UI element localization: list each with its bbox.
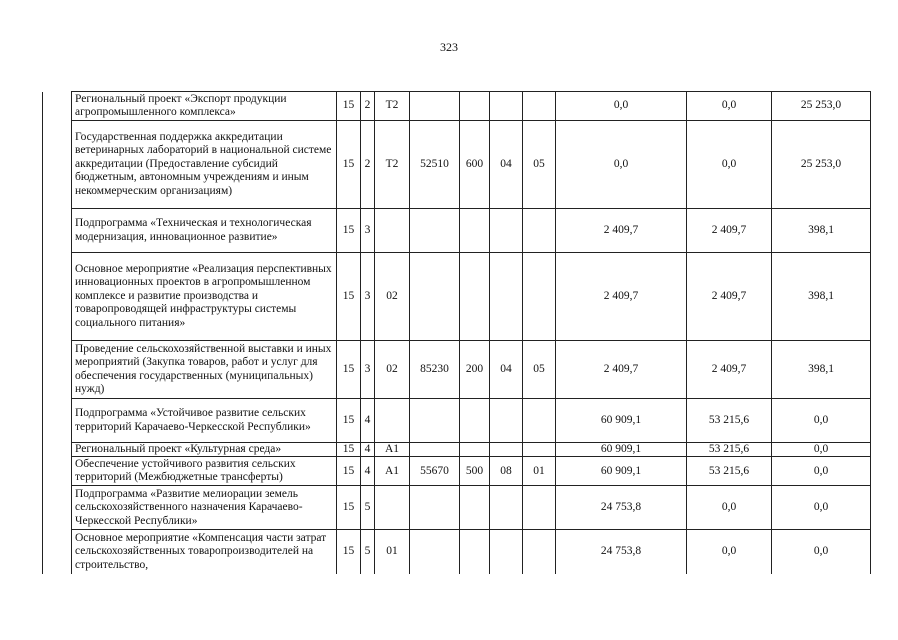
ministry-code: 15 [337, 209, 361, 253]
subsection-code: 05 [523, 121, 556, 209]
row-name: Подпрограмма «Устойчивое развитие сельских территорий Карачаево-Черкесской Республики» [72, 399, 337, 443]
amount-year-3: 398,1 [772, 209, 871, 253]
row-name: Региональный проект «Экспорт продукции агропромышленного комплекса» [72, 92, 337, 121]
table-row [43, 209, 871, 253]
amount-year-3: 0,0 [772, 457, 871, 486]
direction-code: 85230 [410, 341, 460, 399]
table-row [43, 121, 871, 209]
row-name: Основное мероприятие «Компенсация части затрат сельскохозяйственных товаропроизводителей на строительство, [72, 530, 337, 574]
subsection-code: 01 [523, 457, 556, 486]
amount-year-2: 0,0 [687, 486, 772, 530]
expense-type-code [460, 530, 490, 574]
row-marker-cell [43, 92, 72, 121]
row-name: Основное мероприятие «Реализация перспективных инновационных проектов в агропромышленном комплексе и развитие производства и товаропроводящей инфраструктуры системы социального питания» [72, 253, 337, 341]
amount-year-3: 398,1 [772, 253, 871, 341]
row-marker-cell [43, 253, 72, 341]
direction-code [410, 399, 460, 443]
amount-year-1: 2 409,7 [556, 253, 687, 341]
subsection-code [523, 92, 556, 121]
expense-type-code [460, 92, 490, 121]
table-row [43, 341, 871, 399]
amount-year-1: 60 909,1 [556, 399, 687, 443]
ministry-code: 15 [337, 443, 361, 457]
subprogram-code: 3 [361, 341, 375, 399]
row-name: Обеспечение устойчивого развития сельских территорий (Межбюджетные трансферты) [72, 457, 337, 486]
subprogram-code: 2 [361, 92, 375, 121]
ministry-code: 15 [337, 399, 361, 443]
expense-type-code: 200 [460, 341, 490, 399]
subprogram-code: 4 [361, 399, 375, 443]
direction-code [410, 443, 460, 457]
row-name: Региональный проект «Культурная среда» [72, 443, 337, 457]
event-code: 01 [375, 530, 410, 574]
table-row [43, 92, 871, 121]
amount-year-2: 53 215,6 [687, 443, 772, 457]
section-code: 04 [490, 121, 523, 209]
row-name: Подпрограмма «Техническая и технологическая модернизация, инновационное развитие» [72, 209, 337, 253]
subprogram-code: 5 [361, 530, 375, 574]
event-code: А1 [375, 457, 410, 486]
amount-year-1: 60 909,1 [556, 457, 687, 486]
direction-code [410, 92, 460, 121]
event-code: А1 [375, 443, 410, 457]
amount-year-3: 25 253,0 [772, 92, 871, 121]
section-code [490, 486, 523, 530]
row-marker-cell [43, 341, 72, 399]
section-code: 04 [490, 341, 523, 399]
amount-year-1: 60 909,1 [556, 443, 687, 457]
direction-code [410, 486, 460, 530]
expense-type-code [460, 443, 490, 457]
row-name: Проведение сельскохозяйственной выставки и иных мероприятий (Закупка товаров, работ и услуг для обеспечения государственных (муниципальных) нужд) [72, 341, 337, 399]
expense-type-code: 600 [460, 121, 490, 209]
table-row [43, 486, 871, 530]
table-row [43, 253, 871, 341]
event-code [375, 209, 410, 253]
table-row [43, 530, 871, 574]
subsection-code [523, 443, 556, 457]
subprogram-code: 5 [361, 486, 375, 530]
row-marker-cell [43, 121, 72, 209]
ministry-code: 15 [337, 121, 361, 209]
row-marker-cell [43, 443, 72, 457]
amount-year-3: 0,0 [772, 443, 871, 457]
section-code: 08 [490, 457, 523, 486]
amount-year-2: 0,0 [687, 92, 772, 121]
event-code: Т2 [375, 92, 410, 121]
row-name: Государственная поддержка аккредитации ветеринарных лабораторий в национальной системе аккредитации (Предоставление субсидий бюджетным, автономным учреждениям и иным некоммерческим организациям) [72, 121, 337, 209]
amount-year-2: 0,0 [687, 530, 772, 574]
subprogram-code: 2 [361, 121, 375, 209]
row-name: Подпрограмма «Развитие мелиорации земель сельскохозяйственного назначения Карачаево-Черкесской Республики» [72, 486, 337, 530]
subsection-code [523, 253, 556, 341]
amount-year-1: 0,0 [556, 121, 687, 209]
amount-year-3: 0,0 [772, 486, 871, 530]
subprogram-code: 4 [361, 457, 375, 486]
event-code: 02 [375, 341, 410, 399]
amount-year-3: 0,0 [772, 399, 871, 443]
amount-year-2: 53 215,6 [687, 399, 772, 443]
ministry-code: 15 [337, 341, 361, 399]
ministry-code: 15 [337, 486, 361, 530]
expense-type-code [460, 253, 490, 341]
direction-code [410, 209, 460, 253]
subsection-code [523, 486, 556, 530]
subprogram-code: 3 [361, 253, 375, 341]
amount-year-3: 0,0 [772, 530, 871, 574]
event-code [375, 399, 410, 443]
section-code [490, 209, 523, 253]
amount-year-1: 24 753,8 [556, 530, 687, 574]
amount-year-3: 25 253,0 [772, 121, 871, 209]
amount-year-1: 0,0 [556, 92, 687, 121]
subprogram-code: 4 [361, 443, 375, 457]
row-marker-cell [43, 486, 72, 530]
table-row [43, 399, 871, 443]
amount-year-2: 53 215,6 [687, 457, 772, 486]
row-marker-cell [43, 209, 72, 253]
subsection-code [523, 530, 556, 574]
section-code [490, 399, 523, 443]
budget-table [42, 91, 871, 574]
table-row [43, 443, 871, 457]
page-number: 323 [440, 40, 458, 54]
section-code [490, 92, 523, 121]
event-code: 02 [375, 253, 410, 341]
section-code [490, 530, 523, 574]
amount-year-2: 2 409,7 [687, 341, 772, 399]
amount-year-2: 2 409,7 [687, 209, 772, 253]
direction-code: 55670 [410, 457, 460, 486]
row-marker-cell [43, 399, 72, 443]
table-row [43, 457, 871, 486]
expense-type-code [460, 486, 490, 530]
amount-year-1: 2 409,7 [556, 341, 687, 399]
amount-year-1: 24 753,8 [556, 486, 687, 530]
subprogram-code: 3 [361, 209, 375, 253]
ministry-code: 15 [337, 253, 361, 341]
expense-type-code: 500 [460, 457, 490, 486]
direction-code [410, 530, 460, 574]
ministry-code: 15 [337, 457, 361, 486]
expense-type-code [460, 399, 490, 443]
ministry-code: 15 [337, 92, 361, 121]
event-code: Т2 [375, 121, 410, 209]
subsection-code [523, 209, 556, 253]
section-code [490, 443, 523, 457]
subsection-code [523, 399, 556, 443]
amount-year-2: 0,0 [687, 121, 772, 209]
section-code [490, 253, 523, 341]
subsection-code: 05 [523, 341, 556, 399]
row-marker-cell [43, 457, 72, 486]
amount-year-1: 2 409,7 [556, 209, 687, 253]
direction-code: 52510 [410, 121, 460, 209]
direction-code [410, 253, 460, 341]
ministry-code: 15 [337, 530, 361, 574]
event-code [375, 486, 410, 530]
row-marker-cell [43, 530, 72, 574]
amount-year-2: 2 409,7 [687, 253, 772, 341]
expense-type-code [460, 209, 490, 253]
amount-year-3: 398,1 [772, 341, 871, 399]
